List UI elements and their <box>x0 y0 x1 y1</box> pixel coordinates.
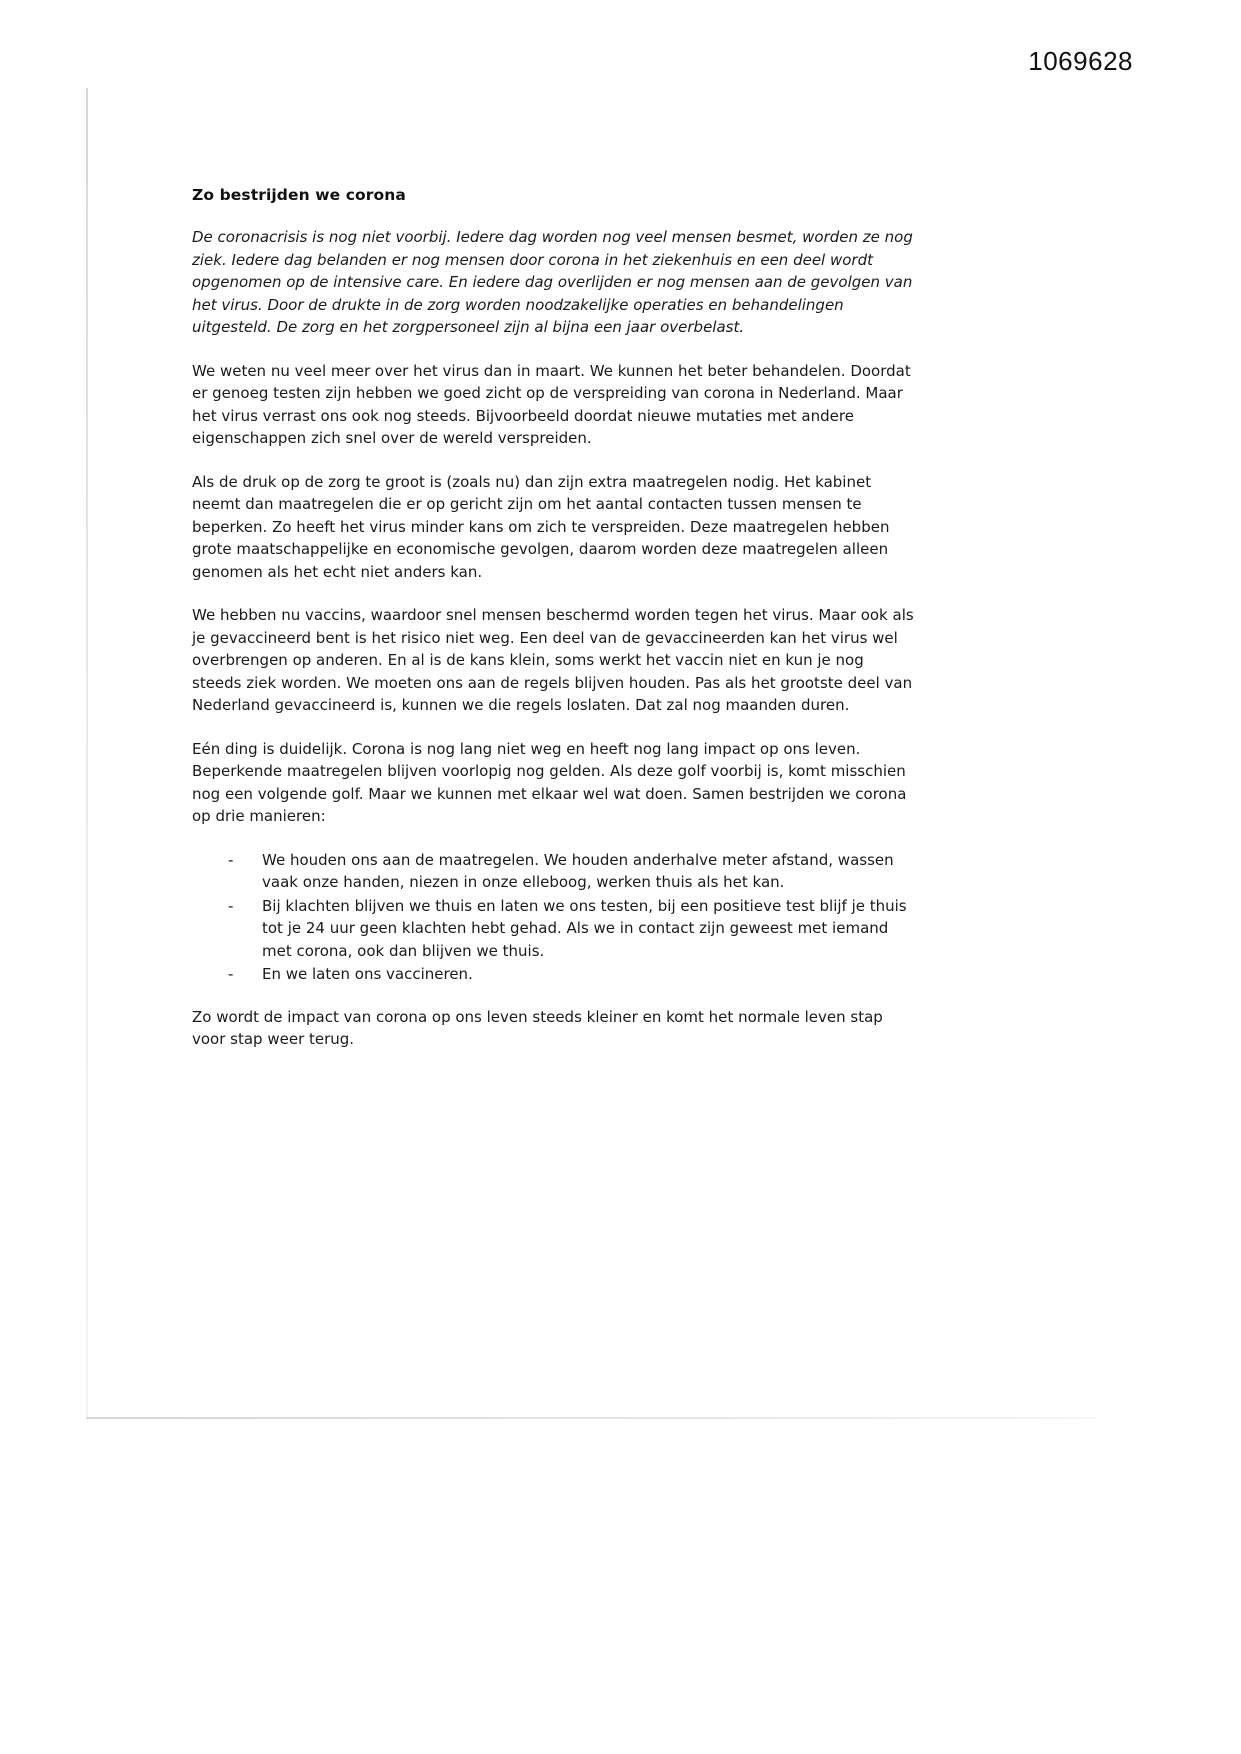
body-paragraph-1: We weten nu veel meer over het virus dan in maart. We kunnen het beter behandelen. Doordat er genoeg testen zijn hebben we goed zicht op de verspreiding van corona in Nederland. Maar het virus verrast ons ook nog steeds. Bijvoorbeeld doordat nieuwe mutaties met andere eigenschappen zich snel over de wereld verspreiden. <box>192 361 911 447</box>
closing-paragraph: Zo wordt de impact van corona op ons leven steeds kleiner en komt het normale leven stap voor stap weer terug. <box>192 1007 883 1048</box>
list-item-text: Bij klachten blijven we thuis en laten we ons testen, bij een positieve test blijf je thuis tot je 24 uur geen klachten hebt gehad. Als we in contact zijn geweest met iemand met corona, ook dan blijven we thuis. <box>262 896 907 960</box>
lead-paragraph: De coronacrisis is nog niet voorbij. Iedere dag worden nog veel mensen besmet, worden ze nog ziek. Iedere dag belanden er nog mensen door corona in het ziekenhuis en een deel wordt opgenomen op de intensive care. En iedere dag overlijden er nog mensen aan de gevolgen van het virus. Door de drukte in de zorg worden noodzakelijke operaties en behandelingen uitgesteld. De zorg en het zorgpersoneel zijn al bijna een jaar overbelast. <box>192 228 913 336</box>
scan-edge-left <box>86 88 88 1418</box>
list-item-text: En we laten ons vaccineren. <box>262 965 473 983</box>
list-item <box>228 963 914 986</box>
list-item <box>228 849 914 894</box>
body-paragraph-4: Eén ding is duidelijk. Corona is nog lang niet weg en heeft nog lang impact op ons leven. Beperkende maatregelen blijven voorlopig nog gelden. Als deze golf voorbij is, komt misschien nog een volgende golf. Maar we kunnen met elkaar wel wat doen. Samen bestrijden we corona op drie manieren: <box>192 739 907 825</box>
page-title: Zo bestrijden we corona <box>192 186 406 204</box>
document-body <box>192 186 914 1072</box>
list-marker-icon: - <box>228 896 234 915</box>
scan-edge-bottom <box>86 1417 1096 1419</box>
page-number: 1069628 <box>1028 46 1133 76</box>
list-marker-icon: - <box>228 850 234 869</box>
measures-list <box>192 849 914 986</box>
body-paragraph-2: Als de druk op de zorg te groot is (zoals nu) dan zijn extra maatregelen nodig. Het kabinet neemt dan maatregelen die er op gericht zijn om het aantal contacten tussen mensen te beperken. Zo heeft het virus minder kans om zich te verspreiden. Deze maatregelen hebben grote maatschappelijke en economische gevolgen, daarom worden deze maatregelen alleen genomen als het echt niet anders kan. <box>192 472 890 581</box>
list-item <box>228 895 914 963</box>
body-paragraph-3: We hebben nu vaccins, waardoor snel mensen beschermd worden tegen het virus. Maar ook als je gevaccineerd bent is het risico niet weg. Een deel van de gevaccineerden kan het virus wel overbrengen op anderen. En al is de kans klein, soms werkt het vaccin niet en kun je nog steeds ziek worden. We moeten ons aan de regels blijven houden. Pas als het grootste deel van Nederland gevaccineerd is, kunnen we die regels loslaten. Dat zal nog maanden duren. <box>192 606 914 714</box>
list-item-text: We houden ons aan de maatregelen. We houden anderhalve meter afstand, wassen vaak onze handen, niezen in onze elleboog, werken thuis als het kan. <box>262 850 894 891</box>
list-marker-icon: - <box>228 965 234 983</box>
